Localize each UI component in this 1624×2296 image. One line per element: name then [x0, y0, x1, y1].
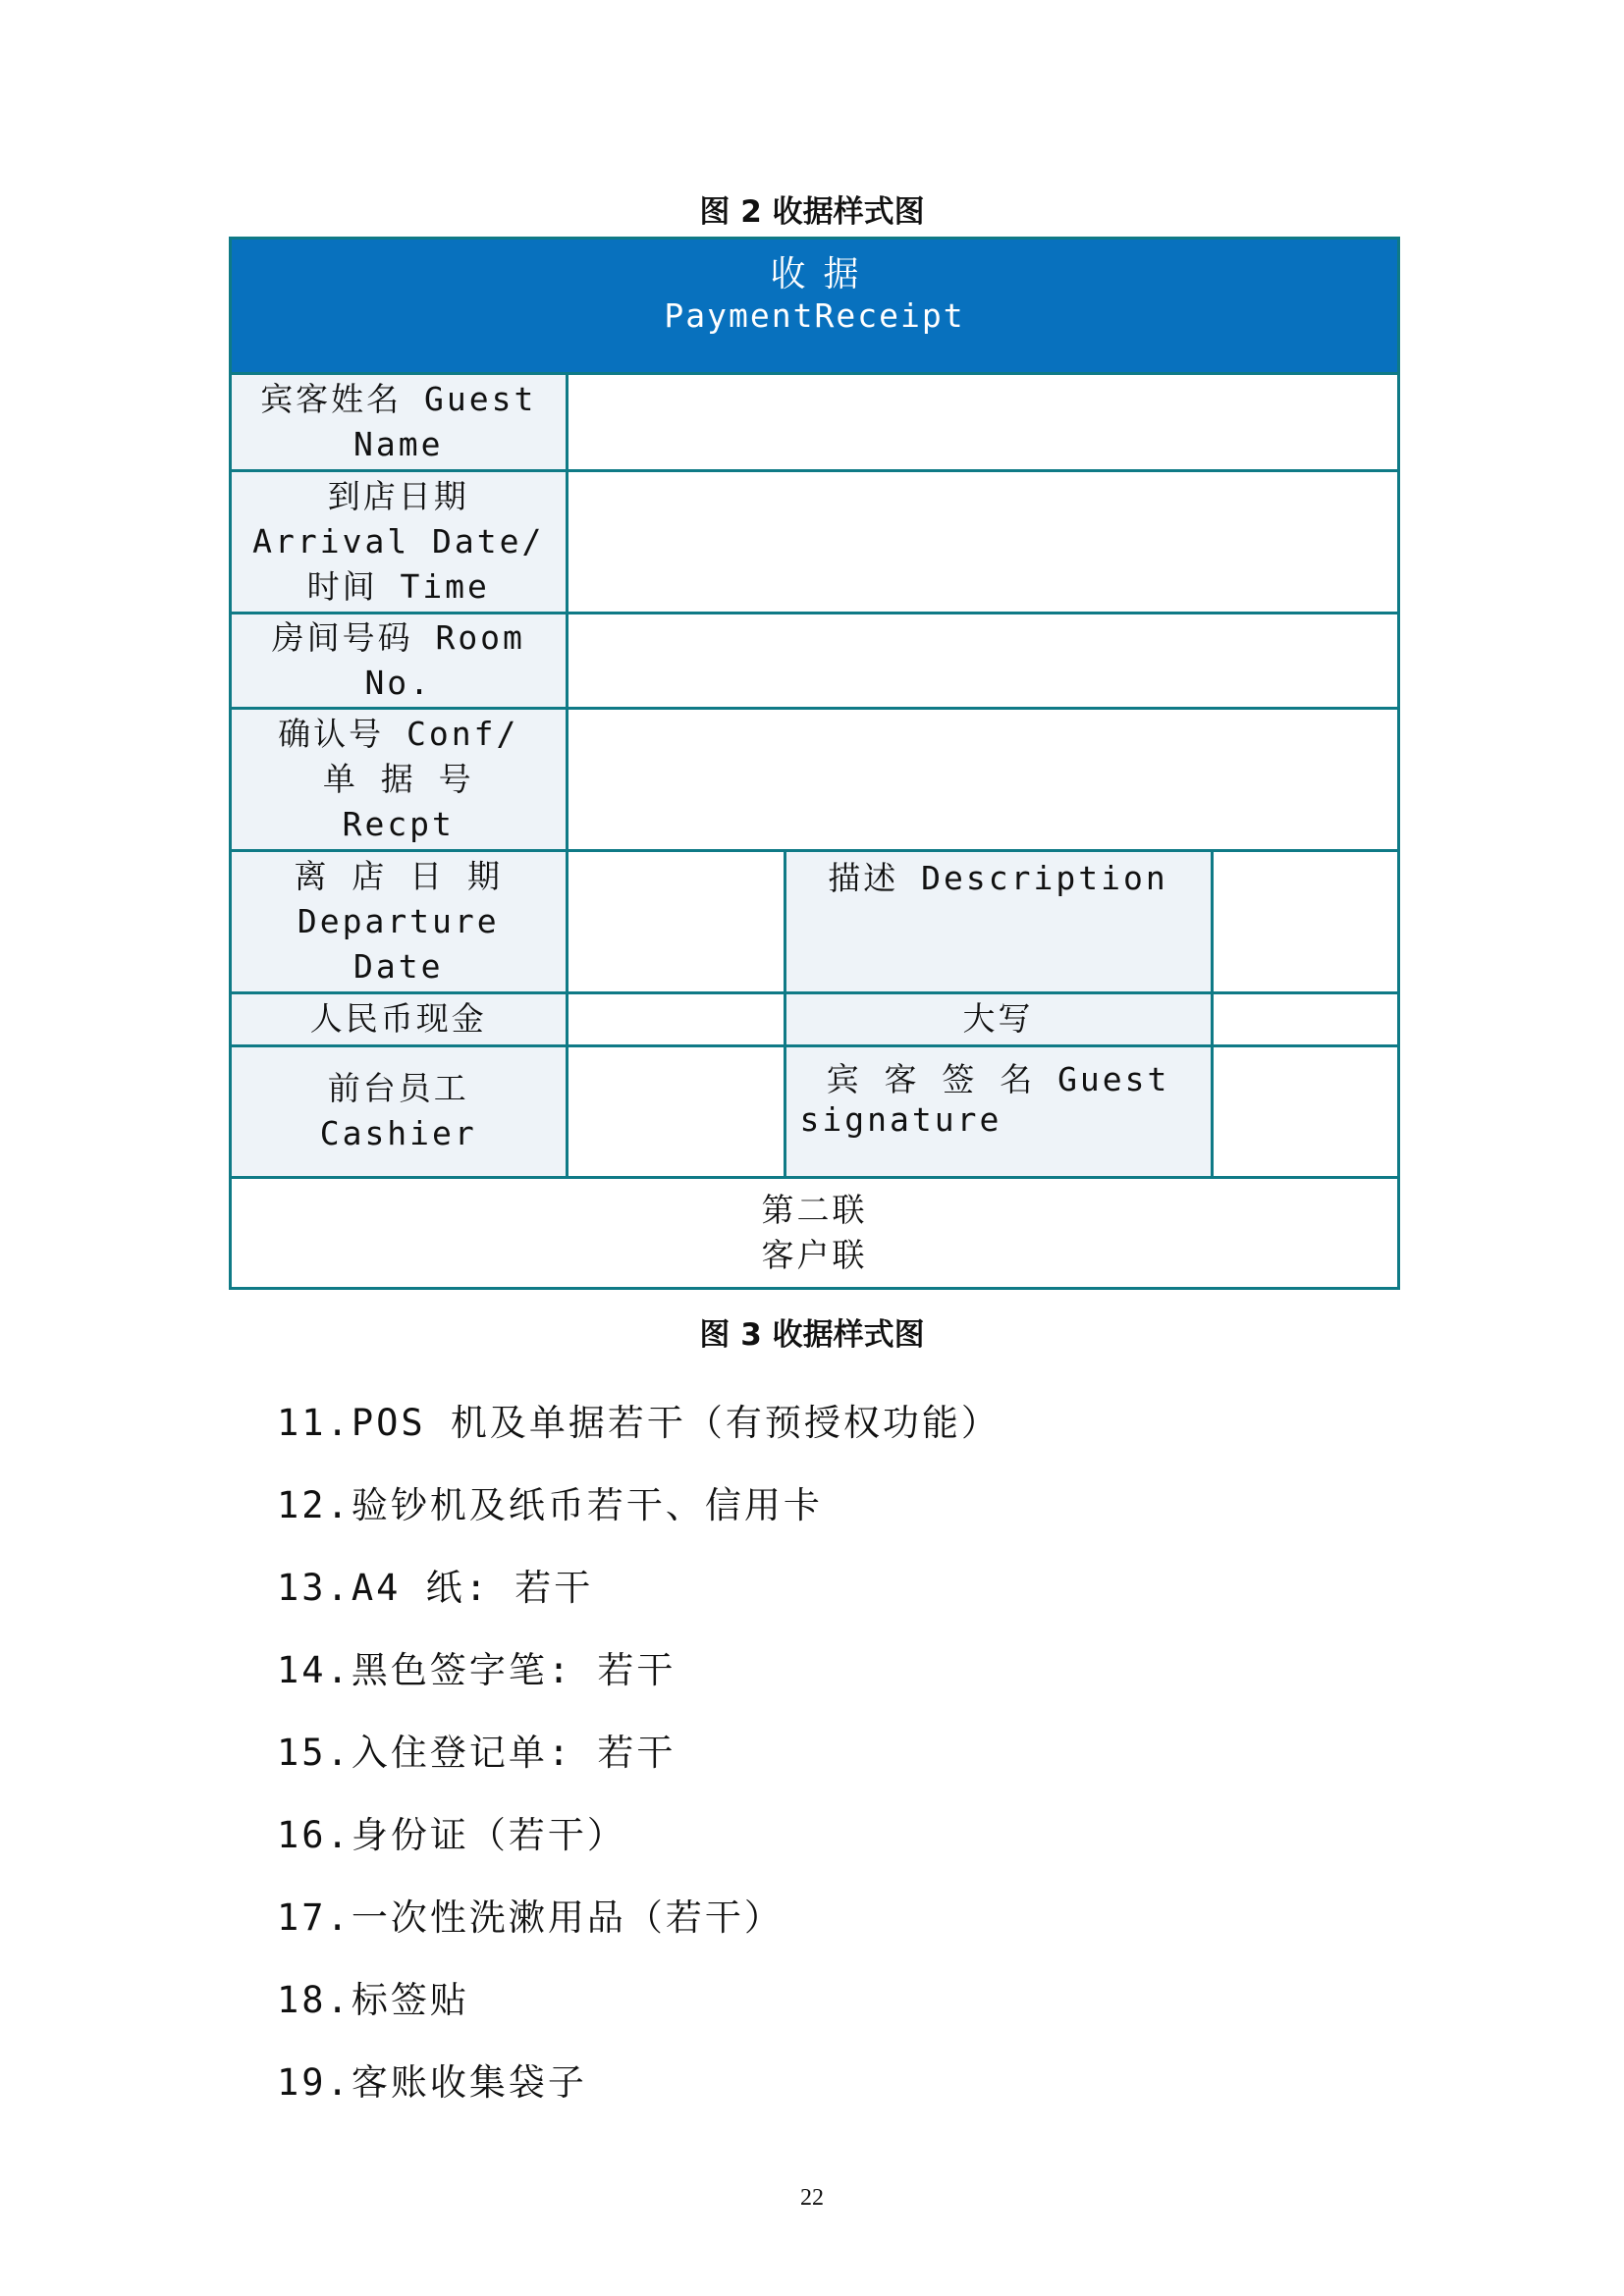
table-row [232, 992, 1397, 1045]
table-row [232, 613, 1397, 708]
payment-receipt-form [229, 237, 1400, 1290]
receipt-header [232, 240, 1397, 375]
list-item: 19.客账收集袋子 [277, 2061, 587, 2104]
supplies-list [277, 1382, 1001, 2124]
figure-caption-3: 图 3 收据样式图 [699, 1317, 925, 1353]
amount-in-words-label: 大写 [785, 992, 1212, 1045]
guest-signature-label: 宾 客 签 名 Guest signature [785, 1045, 1212, 1177]
arrival-date-field[interactable] [567, 470, 1397, 613]
departure-date-field[interactable] [567, 850, 785, 992]
guest-signature-field[interactable] [1212, 1045, 1397, 1177]
table-row [232, 1177, 1397, 1287]
copy-label: 第二联 客户联 [232, 1177, 1397, 1287]
table-row [232, 470, 1397, 613]
description-label: 描述 Description [785, 850, 1212, 992]
arrival-date-label: 到店日期 Arrival Date/ 时间 Time [232, 470, 567, 613]
list-item: 17.一次性洗漱用品（若干） [277, 1896, 784, 1939]
table-row [232, 708, 1397, 850]
confirmation-number-label: 确认号 Conf/ 单 据 号 Recpt [232, 708, 567, 850]
list-item: 13.A4 纸: 若干 [277, 1567, 594, 1609]
table-row [232, 375, 1397, 470]
list-item: 18.标签贴 [277, 1979, 469, 2021]
receipt-grid [232, 375, 1397, 1287]
list-item: 12.验钞机及纸币若干、信用卡 [277, 1484, 823, 1526]
amount-in-words-field[interactable] [1212, 992, 1397, 1045]
cashier-field[interactable] [567, 1045, 785, 1177]
figure-caption-2: 图 2 收据样式图 [699, 194, 925, 230]
confirmation-number-field[interactable] [567, 708, 1397, 850]
guest-name-field[interactable] [567, 375, 1397, 470]
rmb-cash-label: 人民币现金 [232, 992, 567, 1045]
list-item: 14.黑色签字笔: 若干 [277, 1649, 677, 1691]
list-item: 16.身份证（若干） [277, 1814, 626, 1856]
table-row [232, 850, 1397, 992]
list-item: 15.入住登记单: 若干 [277, 1732, 677, 1774]
page-number: 22 [800, 2185, 824, 2211]
room-number-field[interactable] [567, 613, 1397, 708]
cashier-label: 前台员工 Cashier [232, 1045, 567, 1177]
rmb-cash-field[interactable] [567, 992, 785, 1045]
table-row [232, 1045, 1397, 1177]
room-number-label: 房间号码 Room No. [232, 613, 567, 708]
description-field[interactable] [1212, 850, 1397, 992]
guest-name-label: 宾客姓名 Guest Name [232, 375, 567, 470]
list-item: 11.POS 机及单据若干（有预授权功能） [277, 1402, 1001, 1444]
receipt-title-en: PaymentReceipt [664, 296, 965, 335]
receipt-title-zh: 收据 [770, 254, 877, 294]
departure-date-label: 离 店 日 期 Departure Date [232, 850, 567, 992]
